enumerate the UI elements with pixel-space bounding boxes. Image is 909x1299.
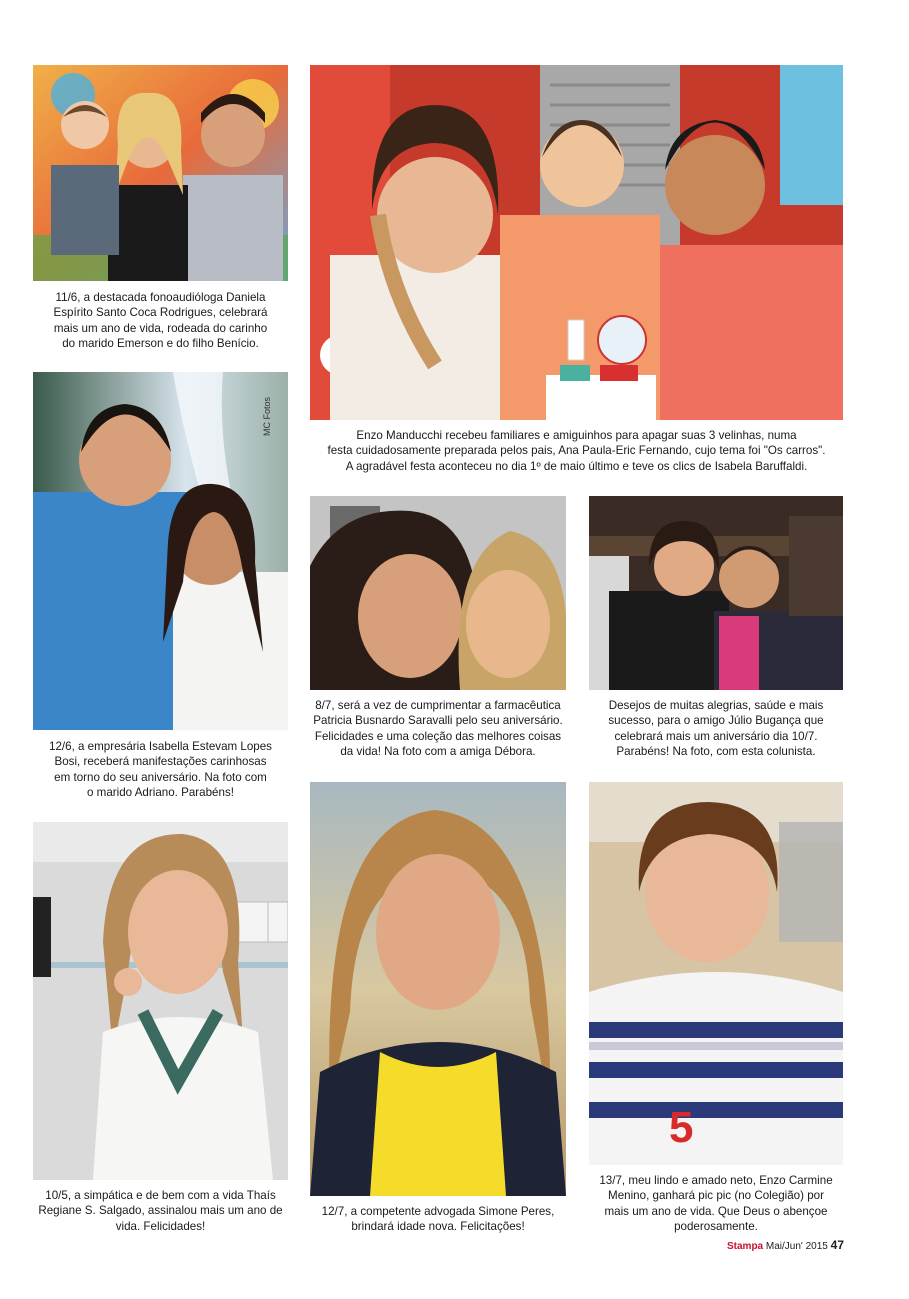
caption-enzo-manducchi <box>310 428 843 474</box>
caption-line: 13/7, meu lindo e amado neto, Enzo Carmine <box>599 1174 833 1187</box>
caption-line: celebrará mais um aniversário dia 10/7. <box>614 729 818 743</box>
page-number: 47 <box>830 1238 844 1252</box>
caption-simone <box>310 1204 566 1235</box>
photo-isabella-adriano <box>33 372 288 730</box>
caption-line: Regiane S. Salgado, assinalou mais um ano de <box>38 1204 283 1218</box>
caption-line: poderosamente. <box>674 1220 758 1234</box>
photo-enzo-manducchi-party <box>310 65 843 420</box>
caption-julio <box>589 698 843 760</box>
photo-patricia-debora <box>310 496 566 690</box>
caption-line: 12/6, a empresária Isabella Estevam Lopes <box>49 740 272 753</box>
caption-line: Felicidades e uma coleção das melhores coisas <box>314 729 562 743</box>
caption-line: Enzo Manducchi recebeu familiares e amiguinhos para apagar suas 3 velinhas, numa <box>356 429 797 442</box>
caption-isabella <box>33 739 288 801</box>
caption-line: brindará idade nova. Felicitações! <box>351 1220 525 1234</box>
magazine-name: Stampa <box>727 1241 764 1252</box>
photo-enzo-carmine <box>589 782 843 1165</box>
caption-line: A agradável festa aconteceu no dia 1º de maio último e teve os clics de Isabela Baruffaldi. <box>345 459 808 473</box>
svg-text:5: 5 <box>669 1103 694 1152</box>
caption-line: Bosi, receberá manifestações carinhosas <box>54 755 267 769</box>
caption-line: Desejos de muitas alegrias, saúde e mais <box>608 699 824 712</box>
caption-thais <box>33 1188 288 1234</box>
caption-daniela <box>33 290 288 352</box>
photo-simone-peres <box>310 782 566 1196</box>
caption-line: do marido Emerson e do filho Benício. <box>62 337 259 351</box>
page-footer <box>727 1238 844 1252</box>
caption-line: Espírito Santo Coca Rodrigues, celebrará <box>53 306 268 320</box>
caption-line: Menino, ganhará pic pic (no Colegião) por <box>608 1189 824 1203</box>
caption-line: da vida! Na foto com a amiga Débora. <box>340 745 536 759</box>
caption-line: 8/7, será a vez de cumprimentar a farmacêutica <box>315 699 561 712</box>
photo-julio-buganca <box>589 496 843 690</box>
caption-line: 10/5, a simpática e de bem com a vida Thaís <box>45 1189 276 1202</box>
caption-line: Patricia Busnardo Saravalli pelo seu aniversário. <box>313 714 563 728</box>
caption-enzo-carmine <box>589 1173 843 1235</box>
caption-line: em torno do seu aniversário. Na foto com <box>54 770 267 784</box>
caption-line: festa cuidadosamente preparada pelos pais, Ana Paula-Eric Fernando, cujo tema foi "Os carros". <box>327 444 826 458</box>
caption-line: Parabéns! Na foto, com esta colunista. <box>616 745 816 759</box>
photo-credit: MC Fotos <box>262 396 272 436</box>
caption-line: 11/6, a destacada fonoaudióloga Daniela <box>55 291 266 304</box>
caption-line: mais um ano de vida. Que Deus o abençoe <box>604 1204 828 1218</box>
photo-thais-salgado <box>33 822 288 1180</box>
caption-line: vida. Felicidades! <box>115 1219 206 1233</box>
issue-date: Mai/Jun' 2015 <box>765 1241 828 1252</box>
caption-line: mais um ano de vida, rodeada do carinho <box>53 321 268 335</box>
caption-line: 12/7, a competente advogada Simone Peres, <box>321 1205 555 1218</box>
photo-daniela-family <box>33 65 288 281</box>
caption-patricia <box>310 698 566 760</box>
caption-line: o marido Adriano. Parabéns! <box>87 786 234 800</box>
caption-line: sucesso, para o amigo Júlio Bugança que <box>608 714 824 728</box>
